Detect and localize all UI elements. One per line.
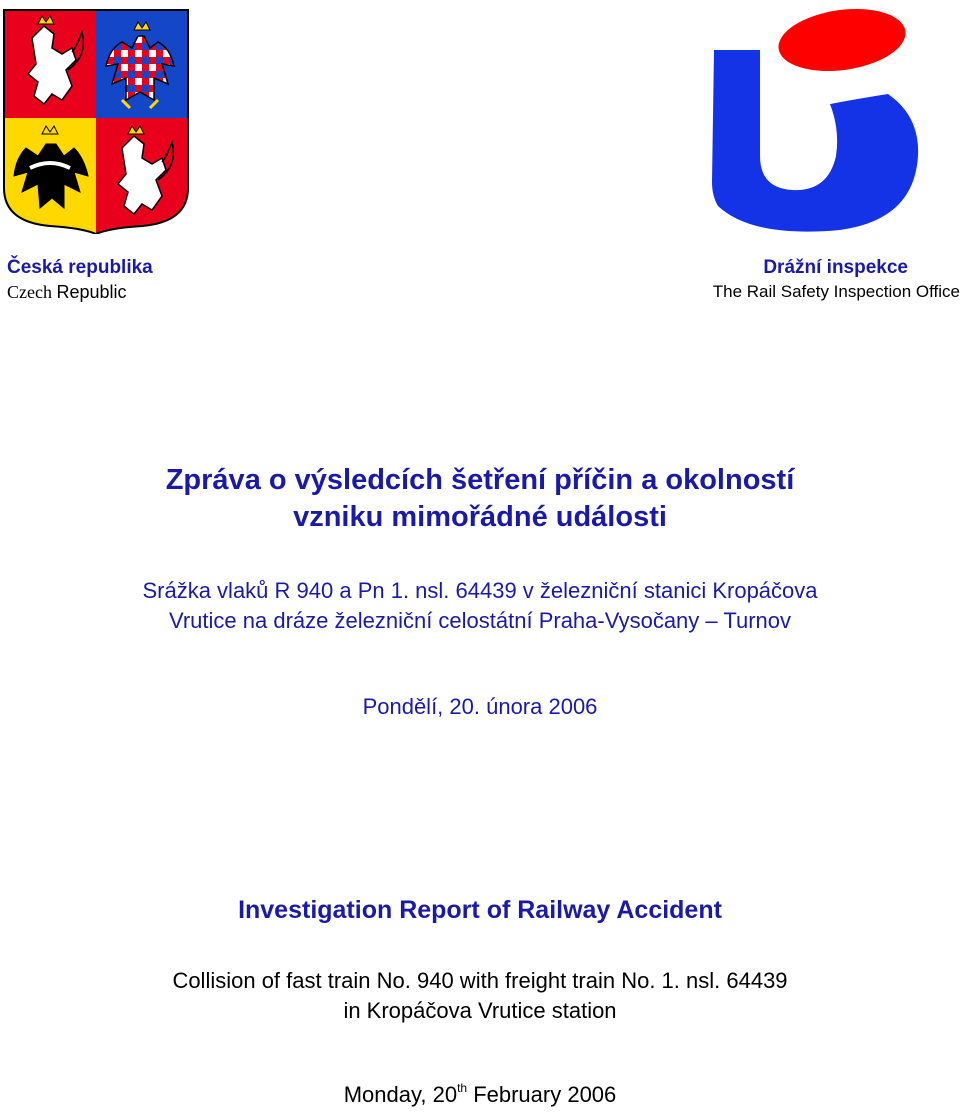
country-name-cz: Česká republika <box>7 257 153 278</box>
organization-name-en: The Rail Safety Inspection Office <box>712 282 960 301</box>
report-subtitle-cz <box>0 576 960 636</box>
organization-caption <box>640 256 960 303</box>
report-subtitle-en-line1: Collision of fast train No. 940 with freight train No. 1. nsl. 64439 <box>172 968 788 993</box>
czech-coat-of-arms-icon <box>2 8 190 234</box>
report-date-en-prefix: Monday, 20 <box>343 1082 458 1107</box>
report-subtitle-cz-line1: Srážka vlaků R 940 a Pn 1. nsl. 64439 v železniční stanici Kropáčova <box>142 578 818 603</box>
report-date-en <box>0 1080 960 1110</box>
report-date-en-rest: February 2006 <box>467 1082 617 1107</box>
organization-name-cz: Drážní inspekce <box>763 257 908 278</box>
report-title-cz-line2: vzniku mimořádné události <box>293 501 667 533</box>
country-name-en-word2: Republic <box>56 282 127 302</box>
report-subtitle-en-line2: in Kropáčova Vrutice station <box>343 998 617 1023</box>
report-title-cz-line1: Zpráva o výsledcích šetření příčin a okolností <box>165 464 795 496</box>
report-date-en-ordinal: th <box>457 1081 468 1095</box>
country-caption <box>7 256 267 303</box>
report-subtitle-en <box>0 966 960 1026</box>
report-title-cz <box>0 462 960 536</box>
report-subtitle-cz-line2: Vrutice na dráze železniční celostátní Praha-Vysočany – Turnov <box>168 608 792 633</box>
country-name-en <box>7 281 267 303</box>
report-date-cz: Pondělí, 20. února 2006 <box>362 694 598 719</box>
report-title-en: Investigation Report of Railway Accident <box>238 896 722 924</box>
country-name-en-word1: Czech <box>7 282 52 302</box>
rail-safety-inspection-logo-icon <box>712 6 922 236</box>
